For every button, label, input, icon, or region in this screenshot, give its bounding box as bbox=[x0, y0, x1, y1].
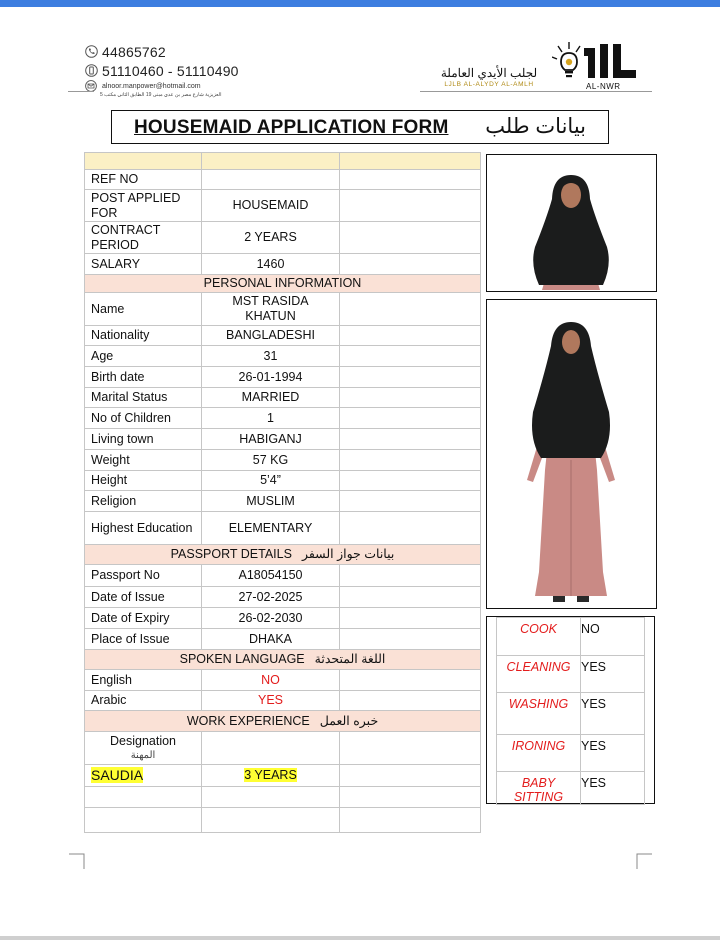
full-body-photo bbox=[486, 299, 657, 609]
table-row bbox=[85, 629, 481, 650]
passport-heading-en: PASSPORT DETAILS bbox=[170, 547, 292, 561]
top-accent-bar bbox=[0, 0, 720, 7]
arabic-label: Arabic bbox=[85, 691, 202, 711]
arabic-value: YES bbox=[202, 691, 340, 711]
form-title-arabic: بيانات طلب bbox=[485, 115, 586, 138]
weight-value: 57 KG bbox=[202, 450, 340, 471]
issue-place-label: Place of Issue bbox=[85, 629, 202, 650]
table-row bbox=[85, 765, 481, 787]
education-label: Highest Education bbox=[85, 512, 202, 545]
english-value: NO bbox=[202, 670, 340, 691]
section-header-row bbox=[85, 275, 481, 293]
salary-label: SALARY bbox=[85, 254, 202, 275]
phone-number-secondary: 51110460 - 51110490 bbox=[102, 62, 239, 79]
issue-date-label: Date of Issue bbox=[85, 587, 202, 608]
table-row bbox=[85, 587, 481, 608]
skill-name: BABY SITTING bbox=[497, 772, 581, 805]
phone-number-primary: 44865762 bbox=[102, 43, 166, 60]
portrait-photo bbox=[486, 154, 657, 292]
ref-no-value bbox=[202, 170, 340, 190]
skill-value: NO bbox=[581, 618, 645, 656]
table-row bbox=[85, 608, 481, 629]
height-value: 5’4” bbox=[202, 471, 340, 491]
ref-no-label: REF NO bbox=[85, 170, 202, 190]
issue-date-value: 27-02-2025 bbox=[202, 587, 340, 608]
experience-heading-en: WORK EXPERIENCE bbox=[186, 713, 310, 728]
table-row bbox=[85, 808, 481, 833]
table-row bbox=[85, 512, 481, 545]
skill-value: YES bbox=[581, 656, 645, 693]
designation-label: Designation bbox=[109, 734, 176, 748]
experience-heading-ar: خبره العمل bbox=[319, 713, 379, 728]
height-label: Height bbox=[85, 471, 202, 491]
issue-place-value: DHAKA bbox=[202, 629, 340, 650]
living-town-value: HABIGANJ bbox=[202, 429, 340, 450]
skill-name: WASHING bbox=[497, 693, 581, 735]
expiry-date-label: Date of Expiry bbox=[85, 608, 202, 629]
designation-cell bbox=[85, 732, 202, 765]
contract-period-label: CONTRACT PERIOD bbox=[85, 222, 202, 254]
logo-arabic-text: لجلب الأيدي العاملة bbox=[440, 66, 538, 80]
table-row bbox=[85, 429, 481, 450]
post-applied-value: HOUSEMAID bbox=[202, 190, 340, 222]
skill-value: YES bbox=[581, 772, 645, 805]
name-label: Name bbox=[85, 293, 202, 326]
salary-value: 1460 bbox=[202, 254, 340, 275]
skill-name: IRONING bbox=[497, 735, 581, 772]
table-row bbox=[85, 293, 481, 326]
birth-date-label: Birth date bbox=[85, 367, 202, 388]
section-header-row bbox=[85, 711, 481, 732]
email-address: alnoor.manpower@hotmail.com bbox=[102, 82, 201, 90]
table-row bbox=[85, 670, 481, 691]
table-row bbox=[85, 367, 481, 388]
table-row bbox=[85, 388, 481, 408]
name-value: MST RASIDA KHATUN bbox=[202, 293, 340, 326]
language-heading-ar: اللغة المتحدثة bbox=[314, 652, 386, 666]
table-row bbox=[497, 693, 645, 735]
passport-no-value: A18054150 bbox=[202, 565, 340, 587]
skills-table bbox=[496, 617, 645, 805]
designation-label-ar: المهنة bbox=[130, 750, 156, 761]
mobile-icon bbox=[84, 64, 98, 78]
logo-english-text: LJLB AL-ALYDY AL-AMLH bbox=[444, 81, 534, 88]
table-row bbox=[85, 346, 481, 367]
skill-value: YES bbox=[581, 735, 645, 772]
header-rule-left bbox=[68, 91, 94, 92]
children-value: 1 bbox=[202, 408, 340, 429]
table-row bbox=[85, 222, 481, 254]
children-label: No of Children bbox=[85, 408, 202, 429]
country-cell bbox=[85, 765, 202, 787]
table-row bbox=[85, 170, 481, 190]
passport-heading bbox=[85, 545, 481, 565]
application-form-table bbox=[84, 152, 481, 833]
table-row bbox=[497, 618, 645, 656]
religion-value: MUSLIM bbox=[202, 491, 340, 512]
section-header-row bbox=[85, 650, 481, 670]
contact-block bbox=[84, 42, 344, 98]
age-label: Age bbox=[85, 346, 202, 367]
header-rule-right bbox=[420, 91, 652, 92]
section-header-row bbox=[85, 545, 481, 565]
duration-value: 3 YEARS bbox=[244, 768, 297, 782]
bottom-bar bbox=[0, 936, 720, 940]
nationality-value: BANGLADESHI bbox=[202, 326, 340, 346]
living-town-label: Living town bbox=[85, 429, 202, 450]
passport-heading-ar: بيانات جواز السفر bbox=[301, 547, 395, 561]
personal-info-heading: PERSONAL INFORMATION bbox=[85, 275, 481, 293]
expiry-date-value: 26-02-2030 bbox=[202, 608, 340, 629]
skills-box bbox=[486, 616, 655, 804]
religion-label: Religion bbox=[85, 491, 202, 512]
table-row bbox=[85, 450, 481, 471]
form-title-box bbox=[111, 110, 609, 144]
table-row bbox=[85, 408, 481, 429]
logo-mark-text: AL-NWR bbox=[586, 82, 621, 91]
skill-name: CLEANING bbox=[497, 656, 581, 693]
post-applied-label: POST APPLIED FOR bbox=[85, 190, 202, 222]
birth-date-value: 26-01-1994 bbox=[202, 367, 340, 388]
table-row bbox=[85, 190, 481, 222]
language-heading bbox=[85, 650, 481, 670]
logo-mark-icon bbox=[552, 40, 640, 86]
contract-period-value: 2 YEARS bbox=[202, 222, 340, 254]
table-row bbox=[85, 153, 481, 170]
age-value: 31 bbox=[202, 346, 340, 367]
table-row bbox=[85, 732, 481, 765]
marital-status-value: MARRIED bbox=[202, 388, 340, 408]
english-label: English bbox=[85, 670, 202, 691]
language-heading-en: SPOKEN LANGUAGE bbox=[179, 652, 305, 666]
duration-cell bbox=[202, 765, 340, 787]
phone-icon bbox=[84, 45, 98, 59]
table-row bbox=[85, 787, 481, 808]
table-row bbox=[497, 735, 645, 772]
skill-name: COOK bbox=[497, 618, 581, 656]
page-corner-mark-right bbox=[636, 853, 652, 869]
table-row bbox=[497, 656, 645, 693]
marital-status-label: Marital Status bbox=[85, 388, 202, 408]
experience-heading bbox=[85, 711, 481, 732]
skill-value: YES bbox=[581, 693, 645, 735]
table-row bbox=[497, 772, 645, 805]
table-row bbox=[85, 471, 481, 491]
weight-label: Weight bbox=[85, 450, 202, 471]
passport-no-label: Passport No bbox=[85, 565, 202, 587]
nationality-label: Nationality bbox=[85, 326, 202, 346]
table-row bbox=[85, 254, 481, 275]
table-row bbox=[85, 565, 481, 587]
education-value: ELEMENTARY bbox=[202, 512, 340, 545]
form-title: HOUSEMAID APPLICATION FORM bbox=[134, 117, 449, 138]
table-row bbox=[85, 326, 481, 346]
country-value: SAUDIA bbox=[91, 767, 144, 783]
table-row bbox=[85, 491, 481, 512]
table-row bbox=[85, 691, 481, 711]
page-corner-mark-left bbox=[69, 853, 85, 869]
office-address: العزيزية شارع مصر بن عدي مبنى 19 الطابق الثاني مكتب 5 bbox=[100, 92, 222, 98]
